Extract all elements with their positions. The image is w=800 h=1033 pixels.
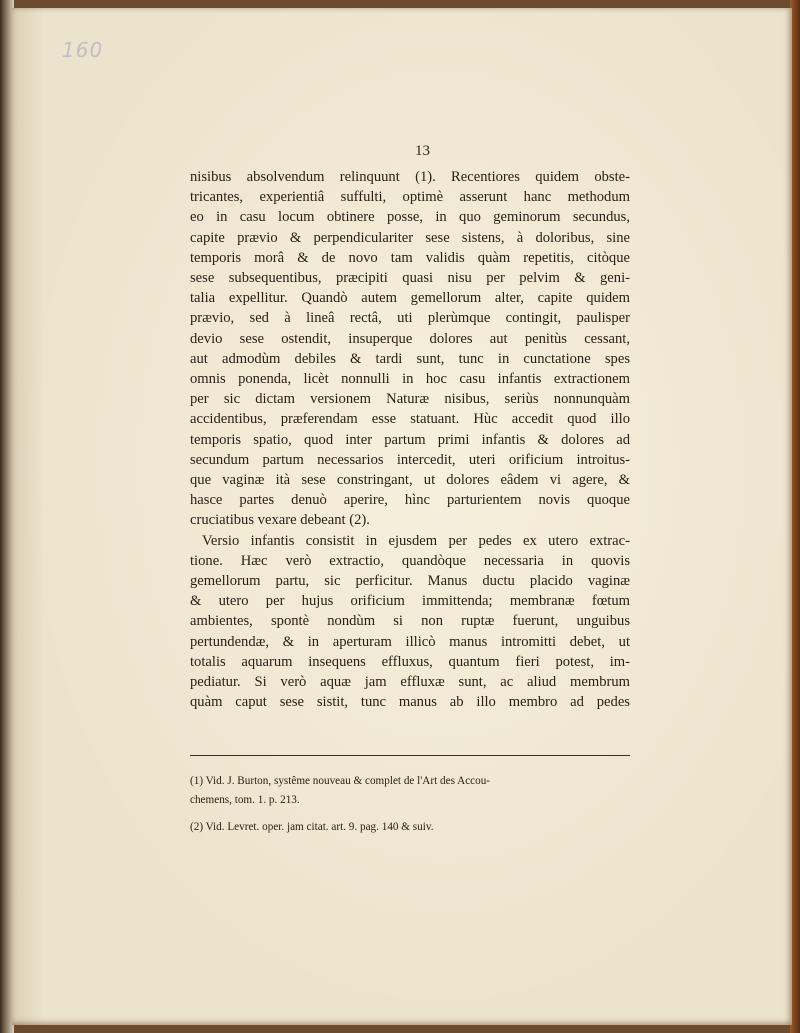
text-line: cruciatibus vexare debeant (2). [190, 512, 370, 529]
pencil-page-annotation: 160 [62, 38, 104, 62]
text-line: totalis aquarum insequens effluxus, quantum fieri potest, im- [190, 653, 630, 670]
text-line: devio sese ostendit, insuperque dolores aut penitùs cessant, [190, 330, 630, 347]
text-line: tricantes, experientiâ suffulti, optimè asserunt hanc methodum [190, 189, 630, 206]
footnote-2: (2) Vid. Levret. oper. jam citat. art. 9. pag. 140 & suiv. [190, 821, 434, 833]
text-line: aut admodùm debiles & tardi sunt, tunc in cunctatione spes [190, 350, 630, 367]
text-line: temporis spatio, quod inter partum primi infantis & dolores ad [190, 431, 630, 448]
footnote-1-continued: chemens, tom. 1. p. 213. [190, 794, 300, 806]
text-line: temporis morâ & de novo tam validis quàm repetitis, citòque [190, 249, 630, 266]
main-text [190, 167, 630, 712]
text-line: talia expellitur. Quandò autem gemellorum alter, capite quidem [190, 290, 630, 307]
text-line: sese subsequentibus, præcipiti quasi nisu per pelvim & geni- [190, 270, 630, 287]
text-line: prævio, sed à lineâ rectâ, uti plerùmque contingit, paulisper [190, 310, 630, 327]
text-line: accidentibus, præferendam esse statuant. Hùc accedit quod illo [190, 411, 630, 428]
footnote-1: (1) Vid. J. Burton, systême nouveau & complet de l'Art des Accou- [190, 775, 491, 787]
footnotes [190, 772, 630, 837]
text-line: nisibus absolvendum relinquunt (1). Recentiores quidem obste- [190, 169, 630, 185]
text-line: & utero per hujus orificium immittenda; membranæ fœtum [190, 593, 630, 610]
text-line: omnis ponenda, licèt nonnulli in hoc casu infantis extractionem [190, 371, 630, 388]
text-line: hasce partes denuò aperire, hìnc parturientem novis quoque [190, 492, 630, 509]
page-number: 13 [415, 143, 430, 159]
text-line: que vaginæ ità sese constringant, ut dolores eâdem vi agere, & [190, 472, 630, 489]
text-line: gemellorum partu, sic perficitur. Manus ductu placido vaginæ [190, 573, 630, 590]
text-line: pertundendæ, & in aperturam illicò manus intromitti debet, ut [190, 633, 630, 650]
footnote-rule [190, 755, 630, 756]
text-line: per sic dictam versionem Naturæ nisibus, seriùs nonnunquàm [190, 391, 630, 408]
text-line: ambientes, spontè nondùm si non ruptæ fuerunt, unguibus [190, 613, 630, 630]
text-line: Versio infantis consistit in ejusdem per pedes ex utero extrac- [202, 532, 630, 549]
text-line: pediatur. Si verò aquæ jam effluxæ sunt, ac aliud membrum [190, 674, 630, 691]
text-line: tione. Hæc verò extractio, quandòque necessaria in quovis [190, 552, 630, 569]
text-line: capite prævio & perpendiculariter sese sistens, à doloribus, sine [190, 229, 630, 246]
text-line: secundum partum necessarios intercedit, uteri orificium introitus- [190, 451, 630, 468]
text-line: eo in casu locum obtinere posse, in quo geminorum secundus, [190, 209, 630, 226]
text-line: quàm caput sese sistit, tunc manus ab illo membro ad pedes [190, 694, 630, 711]
